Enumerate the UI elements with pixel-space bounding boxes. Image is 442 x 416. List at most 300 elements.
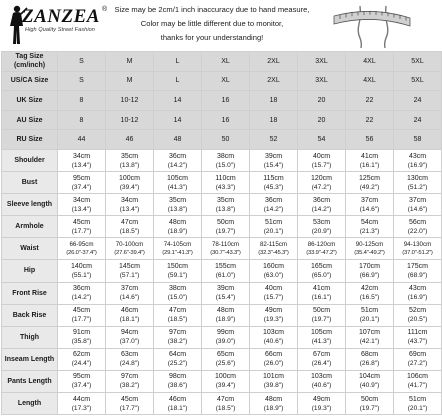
measurement-cell xyxy=(106,393,154,415)
inch-value: (13.4") xyxy=(71,161,92,169)
inch-value: (14.2") xyxy=(263,205,284,213)
inch-value: (24.8") xyxy=(119,360,140,368)
measurement-cell xyxy=(250,216,298,238)
row-label: UK Size xyxy=(2,91,58,111)
inch-value: (59.1") xyxy=(167,271,188,279)
measurement-cell xyxy=(202,304,250,326)
size-cell: 2XL xyxy=(250,71,298,91)
cm-value: 150cm xyxy=(166,262,188,270)
measurement-cell xyxy=(58,260,106,282)
inch-value: (68.9") xyxy=(407,271,428,279)
inch-value: (39.8") xyxy=(263,382,284,390)
measurement-cell xyxy=(250,348,298,370)
measurement-cell xyxy=(394,260,442,282)
cm-value: 46cm xyxy=(168,395,187,403)
cm-value: 51cm xyxy=(408,395,427,403)
measurement-cell xyxy=(154,238,202,260)
measurement-cell xyxy=(346,238,394,260)
measurement-cell xyxy=(394,282,442,304)
measurement-cell xyxy=(202,216,250,238)
measurement-cell xyxy=(154,348,202,370)
size-cell: 4XL xyxy=(346,52,394,72)
size-cell: XL xyxy=(202,71,250,91)
measurement-cell xyxy=(298,238,346,260)
measurement-cell xyxy=(250,282,298,304)
inch-value: (19.7") xyxy=(311,316,332,324)
measurement-cell xyxy=(58,370,106,392)
measurement-cell xyxy=(394,172,442,194)
inch-value: (15.0") xyxy=(215,161,236,169)
size-cell: S xyxy=(58,71,106,91)
measurement-cell xyxy=(346,194,394,216)
table-row xyxy=(2,110,442,130)
cm-value: 110cm xyxy=(215,174,236,182)
measurement-cell xyxy=(394,370,442,392)
size-cell: 16 xyxy=(202,110,250,130)
table-row xyxy=(2,91,442,111)
measurement-cell xyxy=(202,149,250,171)
measurement-cell xyxy=(250,172,298,194)
inch-value: (35.8") xyxy=(71,338,92,346)
size-cell: 50 xyxy=(202,130,250,150)
inch-value: (18.1") xyxy=(119,316,140,324)
measurement-cell xyxy=(250,194,298,216)
inch-value: (19.3") xyxy=(263,316,284,324)
size-cell: 58 xyxy=(394,130,442,150)
cm-value: 78-110cm xyxy=(211,240,240,248)
inch-value: (49.2") xyxy=(359,183,380,191)
cm-value: 51cm xyxy=(360,307,379,315)
size-cell: 2XL xyxy=(250,52,298,72)
inch-value: (24.4") xyxy=(71,360,92,368)
inch-value: (29.1"-41.3") xyxy=(162,249,193,256)
measurement-cell xyxy=(154,216,202,238)
table-row xyxy=(2,194,442,216)
measurement-cell xyxy=(250,149,298,171)
inch-value: (43.3") xyxy=(215,183,236,191)
measurement-cell xyxy=(58,149,106,171)
cm-value: 170cm xyxy=(358,262,380,270)
cm-value: 95cm xyxy=(72,174,91,182)
inch-value: (13.8") xyxy=(167,205,188,213)
inch-value: (18.9") xyxy=(263,404,284,412)
inch-value: (27.6"-39.4") xyxy=(114,249,145,256)
cm-value: 175cm xyxy=(406,262,428,270)
measurement-cell xyxy=(250,326,298,348)
measurement-cell xyxy=(346,370,394,392)
cm-value: 37cm xyxy=(408,196,427,204)
inch-value: (37.4") xyxy=(71,382,92,390)
inch-value: (15.0") xyxy=(167,294,188,302)
cm-value: 44cm xyxy=(72,395,91,403)
cm-value: 50cm xyxy=(360,395,379,403)
table-row xyxy=(2,393,442,415)
measurement-cell xyxy=(202,260,250,282)
cm-value: 86-120cm xyxy=(307,240,336,248)
row-label: Back Rise xyxy=(2,304,58,326)
measurement-cell xyxy=(106,260,154,282)
inch-value: (15.7") xyxy=(311,161,332,169)
size-cell: 5XL xyxy=(394,52,442,72)
inch-value: (41.3") xyxy=(167,183,188,191)
cm-value: 36cm xyxy=(264,196,283,204)
measurement-cell xyxy=(58,216,106,238)
measurement-cell xyxy=(202,194,250,216)
measurement-cell xyxy=(154,304,202,326)
cm-value: 100cm xyxy=(214,373,236,381)
measurement-cell xyxy=(106,304,154,326)
row-label: Bust xyxy=(2,172,58,194)
measurement-cell xyxy=(346,216,394,238)
cm-value: 106cm xyxy=(406,373,428,381)
measurement-cell xyxy=(106,172,154,194)
cm-value: 37cm xyxy=(360,196,379,204)
cm-value: 43cm xyxy=(408,152,427,160)
inch-value: (38.2") xyxy=(167,338,188,346)
measurement-cell xyxy=(58,326,106,348)
inch-value: (26.4") xyxy=(311,360,332,368)
cm-value: 39cm xyxy=(264,152,283,160)
row-label: Sleeve length xyxy=(2,194,58,216)
cm-value: 105cm xyxy=(166,174,188,182)
measurement-cell xyxy=(58,194,106,216)
measurement-cell xyxy=(58,172,106,194)
measurement-cell xyxy=(394,216,442,238)
cm-value: 98cm xyxy=(168,373,187,381)
measurement-cell xyxy=(202,172,250,194)
table-row xyxy=(2,130,442,150)
measurement-cell xyxy=(250,238,298,260)
cm-value: 45cm xyxy=(72,218,91,226)
cm-value: 69cm xyxy=(408,351,427,359)
cm-value: 40cm xyxy=(312,152,331,160)
cm-value: 74-105cm xyxy=(163,240,192,248)
inch-value: (19.7") xyxy=(359,404,380,412)
inch-value: (18.9") xyxy=(215,316,236,324)
cm-value: 103cm xyxy=(310,373,332,381)
cm-value: 49cm xyxy=(312,395,331,403)
size-cell: XL xyxy=(202,52,250,72)
size-cell: 3XL xyxy=(298,71,346,91)
measurement-cell xyxy=(58,282,106,304)
cm-value: 52cm xyxy=(408,307,427,315)
cm-value: 45cm xyxy=(72,307,91,315)
size-cell: 18 xyxy=(250,110,298,130)
inch-value: (66.9") xyxy=(359,271,380,279)
cm-value: 51cm xyxy=(264,218,283,226)
inch-value: (37.0") xyxy=(119,338,140,346)
measurement-cell xyxy=(106,370,154,392)
cm-value: 95cm xyxy=(72,373,91,381)
inch-value: (38.6") xyxy=(167,382,188,390)
cm-value: 35cm xyxy=(120,152,139,160)
size-cell: 24 xyxy=(394,91,442,111)
row-label: AU Size xyxy=(2,110,58,130)
measurement-cell xyxy=(298,304,346,326)
inch-value: (15.7") xyxy=(263,294,284,302)
cm-value: 82-115cm xyxy=(259,240,288,248)
inch-value: (20.9") xyxy=(311,227,332,235)
size-cell: 46 xyxy=(106,130,154,150)
inch-value: (39.4") xyxy=(215,382,236,390)
measurement-notice xyxy=(112,3,312,45)
measurement-cell xyxy=(106,238,154,260)
cm-value: 38cm xyxy=(216,152,235,160)
table-row xyxy=(2,238,442,260)
measurement-cell xyxy=(298,348,346,370)
cm-value: 97cm xyxy=(120,373,139,381)
size-cell: M xyxy=(106,71,154,91)
cm-value: 41cm xyxy=(312,285,331,293)
notice-line: Color may be little different due to monitor, xyxy=(140,19,284,28)
table-row xyxy=(2,370,442,392)
inch-value: (16.9") xyxy=(407,161,428,169)
cm-value: 64cm xyxy=(168,351,187,359)
cm-value: 165cm xyxy=(310,262,332,270)
cm-value: 104cm xyxy=(358,373,380,381)
measurement-cell xyxy=(154,282,202,304)
measurement-cell xyxy=(154,149,202,171)
inch-value: (25.6") xyxy=(215,360,236,368)
cm-value: 36cm xyxy=(168,152,187,160)
measurement-cell xyxy=(154,194,202,216)
measurement-cell xyxy=(298,216,346,238)
inch-value: (40.6") xyxy=(263,338,284,346)
size-cell: 56 xyxy=(346,130,394,150)
cm-value: 115cm xyxy=(263,174,284,182)
cm-value: 155cm xyxy=(214,262,236,270)
inch-value: (14.2") xyxy=(71,294,92,302)
inch-value: (13.4") xyxy=(71,205,92,213)
measurement-cell xyxy=(298,282,346,304)
row-label: Thigh xyxy=(2,326,58,348)
measurement-cell xyxy=(202,370,250,392)
table-row xyxy=(2,216,442,238)
measurement-cell xyxy=(394,326,442,348)
cm-value: 48cm xyxy=(216,307,235,315)
measurement-cell xyxy=(346,393,394,415)
row-label: Waist xyxy=(2,238,58,260)
cm-value: 120cm xyxy=(310,174,332,182)
inch-value: (26.0") xyxy=(263,360,284,368)
brand-tagline: High Quality Street Fashion xyxy=(25,27,95,33)
inch-value: (20.5") xyxy=(407,316,428,324)
inch-value: (16.1") xyxy=(359,161,380,169)
inch-value: (30.7"-43.3") xyxy=(210,249,241,256)
row-label: Inseam Length xyxy=(2,348,58,370)
measurement-cell xyxy=(298,172,346,194)
measurement-cell xyxy=(250,304,298,326)
measurement-cell xyxy=(298,149,346,171)
cm-value: 34cm xyxy=(72,152,91,160)
cm-value: 36cm xyxy=(312,196,331,204)
inch-value: (35.4"-49.2") xyxy=(354,249,385,256)
cm-value: 47cm xyxy=(120,218,139,226)
cm-value: 35cm xyxy=(168,196,187,204)
inch-value: (19.3") xyxy=(311,404,332,412)
row-label: Hip xyxy=(2,260,58,282)
measurement-cell xyxy=(250,393,298,415)
inch-value: (18.1") xyxy=(167,404,188,412)
table-row xyxy=(2,149,442,171)
measurement-cell xyxy=(154,393,202,415)
cm-value: 45cm xyxy=(120,395,139,403)
inch-value: (63.0") xyxy=(263,271,284,279)
inch-value: (18.5") xyxy=(215,404,236,412)
cm-value: 46cm xyxy=(120,307,139,315)
inch-value: (39.4") xyxy=(119,183,140,191)
size-cell: 24 xyxy=(394,110,442,130)
registered-mark: ® xyxy=(102,6,108,13)
cm-value: 35cm xyxy=(216,196,235,204)
inch-value: (16.5") xyxy=(359,294,380,302)
inch-value: (14.2") xyxy=(167,161,188,169)
inch-value: (40.9") xyxy=(359,382,380,390)
cm-value: 140cm xyxy=(70,262,92,270)
table-row xyxy=(2,260,442,282)
inch-value: (15.4") xyxy=(263,161,284,169)
size-cell: 20 xyxy=(298,110,346,130)
measurement-cell xyxy=(346,149,394,171)
measurement-cell xyxy=(106,194,154,216)
notice-line: Size may be 2cm/1 inch inaccuracy due to hand measure, xyxy=(114,5,310,14)
inch-value: (19.7") xyxy=(215,227,236,235)
row-label: Shoulder xyxy=(2,149,58,171)
cm-value: 65cm xyxy=(216,351,235,359)
measurement-cell xyxy=(346,326,394,348)
cm-value: 48cm xyxy=(264,395,283,403)
inch-value: (17.7") xyxy=(71,316,92,324)
table-row xyxy=(2,326,442,348)
cm-value: 105cm xyxy=(310,329,332,337)
measurement-cell xyxy=(394,238,442,260)
measurement-cell xyxy=(106,348,154,370)
cm-value: 41cm xyxy=(360,152,379,160)
cm-value: 70-100cm xyxy=(115,240,144,248)
cm-value: 125cm xyxy=(358,174,380,182)
table-row xyxy=(2,348,442,370)
measurement-cell xyxy=(250,370,298,392)
cm-value: 48cm xyxy=(168,218,187,226)
inch-value: (25.2") xyxy=(167,360,188,368)
cm-value: 68cm xyxy=(360,351,379,359)
measurement-cell xyxy=(394,348,442,370)
size-cell: S xyxy=(58,52,106,72)
measurement-cell xyxy=(58,238,106,260)
measurement-cell xyxy=(298,194,346,216)
measurement-cell xyxy=(154,370,202,392)
inch-value: (20.1") xyxy=(263,227,284,235)
inch-value: (27.2") xyxy=(407,360,428,368)
cm-value: 99cm xyxy=(216,329,235,337)
inch-value: (38.2") xyxy=(119,382,140,390)
cm-value: 34cm xyxy=(72,196,91,204)
cm-value: 63cm xyxy=(120,351,139,359)
inch-value: (43.7") xyxy=(407,338,428,346)
row-label: RU Size xyxy=(2,130,58,150)
measurement-cell xyxy=(202,282,250,304)
measurement-cell xyxy=(250,260,298,282)
cm-value: 62cm xyxy=(72,351,91,359)
cm-value: 103cm xyxy=(262,329,284,337)
measurement-cell xyxy=(394,149,442,171)
inch-value: (26.8") xyxy=(359,360,380,368)
size-cell: 52 xyxy=(250,130,298,150)
measurement-cell xyxy=(106,326,154,348)
inch-value: (18.5") xyxy=(167,316,188,324)
row-label: Armhole xyxy=(2,216,58,238)
inch-value: (40.6") xyxy=(311,382,332,390)
cm-value: 54cm xyxy=(360,218,379,226)
size-cell: 22 xyxy=(346,110,394,130)
inch-value: (57.1") xyxy=(119,271,140,279)
inch-value: (65.0") xyxy=(311,271,332,279)
row-label: Tag Size (cm/inch) xyxy=(2,52,58,72)
measurement-cell xyxy=(106,149,154,171)
cm-value: 56cm xyxy=(408,218,427,226)
measurement-cell xyxy=(298,393,346,415)
measurement-cell xyxy=(346,304,394,326)
size-cell: 10-12 xyxy=(106,91,154,111)
measurement-cell xyxy=(394,304,442,326)
measurement-cell xyxy=(346,260,394,282)
size-cell: L xyxy=(154,71,202,91)
inch-value: (37.0"-51.2") xyxy=(402,249,433,256)
inch-value: (42.1") xyxy=(359,338,380,346)
measurement-cell xyxy=(58,304,106,326)
inch-value: (33.9"-47.2") xyxy=(306,249,337,256)
size-cell: 44 xyxy=(58,130,106,150)
measurement-cell xyxy=(58,393,106,415)
table-row xyxy=(2,52,442,72)
size-cell: M xyxy=(106,52,154,72)
header xyxy=(0,0,416,51)
inch-value: (51.2") xyxy=(407,183,428,191)
inch-value: (14.6") xyxy=(119,294,140,302)
cm-value: 37cm xyxy=(120,285,139,293)
cm-value: 38cm xyxy=(168,285,187,293)
measurement-cell xyxy=(202,326,250,348)
size-cell: 10-12 xyxy=(106,110,154,130)
cm-value: 100cm xyxy=(118,174,140,182)
cm-value: 94cm xyxy=(120,329,139,337)
row-label: Front Rise xyxy=(2,282,58,304)
inch-value: (21.3") xyxy=(359,227,380,235)
cm-value: 107cm xyxy=(358,329,380,337)
measurement-cell xyxy=(394,194,442,216)
size-cell: 8 xyxy=(58,91,106,111)
cm-value: 66-95cm xyxy=(69,240,94,248)
inch-value: (17.7") xyxy=(119,404,140,412)
measurement-cell xyxy=(106,282,154,304)
inch-value: (14.2") xyxy=(311,205,332,213)
inch-value: (55.1") xyxy=(71,271,92,279)
measuring-tape-body-icon xyxy=(330,2,414,49)
size-chart-table xyxy=(1,51,442,415)
inch-value: (16.1") xyxy=(311,294,332,302)
inch-value: (47.2") xyxy=(311,183,332,191)
measurement-cell xyxy=(394,393,442,415)
measurement-cell xyxy=(106,216,154,238)
size-cell: 5XL xyxy=(394,71,442,91)
cm-value: 36cm xyxy=(72,285,91,293)
cm-value: 101cm xyxy=(262,373,284,381)
inch-value: (20.1") xyxy=(359,316,380,324)
inch-value: (61.0") xyxy=(215,271,236,279)
size-cell: 48 xyxy=(154,130,202,150)
cm-value: 40cm xyxy=(264,285,283,293)
inch-value: (13.8") xyxy=(119,161,140,169)
